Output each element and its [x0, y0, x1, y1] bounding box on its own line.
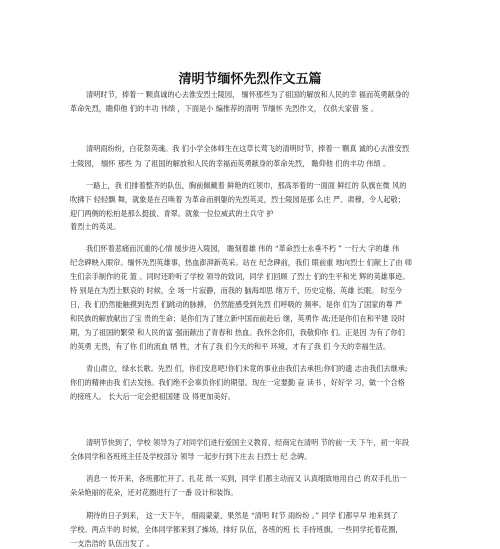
paragraph-line	[0, 364, 500, 374]
line-text: 朵朵艳丽的花朵，还对花圈进行了一番 设计和装饰。	[70, 488, 238, 497]
paragraph-line	[0, 488, 500, 498]
paragraph-line	[0, 378, 500, 388]
line-text: 日，我 们仍然能触摸到先烈 们跳动的脉搏， 仍然能感受到先烈 们呼吸的 频率。是你 们为了国家的尊 严	[70, 300, 403, 309]
line-text: 期待的日子到来， 这一天下午， 细雨蒙蒙，果然是 “清明 时节 雨纷纷 。” 同学 们都早早 地来到了	[86, 511, 398, 520]
line-text: 一支浩浩的 队伍出发了 。	[70, 539, 154, 548]
line-text: 吹拂下 轻轻飘 舞，就象是在召唤着 为革命而捐躯的先烈英灵，烈士陵园是那 么庄 严、肃穆，令人起敬；	[70, 195, 405, 204]
paragraph-line	[0, 286, 500, 296]
paragraph-line	[0, 209, 500, 219]
paragraph-line	[0, 159, 500, 169]
paragraph-line	[0, 525, 500, 535]
line-text: 清明节快到了，学校 领导为了对同学们进行爱国主义教育，经商定在清明 节的前一天 下午，初一年段	[86, 438, 410, 447]
paragraph-line	[0, 104, 500, 114]
line-text: 纪念碑映入眼帘。缅怀先烈英雄事，热血澎湃新英采。站在 纪念碑前，我们 眼前重 地向烈士 们献上了由 师	[70, 258, 413, 267]
line-text: 迎门两侧的松柏是那么挺拔、青翠。就象一位位威武的士兵守 护	[70, 209, 274, 218]
paragraph-line	[0, 392, 500, 402]
line-text: 我们怀着悲痛而沉重的心情 缓步进入陵园， 瞻刻着雄 伟的 “革命烈士永垂不朽 ” 一行大 字的雄 伟	[86, 244, 400, 253]
line-text: 的英勇 无畏，有了你 们的流血 牺 牲，才有了我 们今天的和平 环境，才有了我 们 今天的幸福生活。	[70, 342, 391, 351]
paragraph-line	[0, 438, 500, 448]
paragraph-line	[0, 222, 500, 232]
paragraph-line	[0, 195, 500, 205]
line-text: 和民族的解放献出了宝 贵的生命；是你们为了建立新中国而前赴后 继，英勇作 战;还是你们在和平建 设时	[70, 314, 406, 323]
line-text: 着烈士的英灵。	[70, 222, 121, 231]
line-text: 特 别是在为烈士默哀的 时候，全 场一片寂静，而我的 脑海却思 绪万千，历史定格，英雄 长眠。 时至今	[70, 286, 403, 295]
line-text: 革命先烈，瞻仰他 们的丰功 伟绩 ，下面是小 编推荐的清明 节缅怀 先烈作文， 仅供大家借 鉴 。	[70, 104, 379, 113]
paragraph-line	[0, 244, 500, 254]
document-title: 清明节缅怀先烈作文五篇	[178, 72, 322, 87]
paragraph-line	[0, 314, 500, 324]
line-text: 一路上，我 们排着整齐的队伍，胸前佩戴着 鲜艳的红领巾，那高举着的一面面 鲜红的 队旗在微 风的	[86, 181, 407, 190]
paragraph-line	[0, 328, 500, 338]
paragraph-line	[0, 272, 500, 282]
line-text: 的接班人。 长大后一定会把祖国建 设 得更加美好。	[70, 392, 235, 401]
paragraph-line	[0, 90, 500, 100]
paragraph-line	[0, 452, 500, 462]
paragraph-line	[0, 474, 500, 484]
paragraph-line	[0, 300, 500, 310]
line-text: 全体同学和各班班主任及学校部分 领导 一起步行到下庄去 扫烈士 纪 念碑。	[70, 452, 312, 461]
paragraph-line	[0, 539, 500, 549]
line-text: 清明时节，捧着一 颗真诚的心去淮安烈士陵园， 缅怀那些为了祖国的解放和人民的幸 福而英勇献身的	[86, 90, 410, 99]
line-text: 你们的精神由我 们去发扬。我们绝不会辜负你们的期望。现在一定要勤 奋 读书 ，好好学 习，做一个合格	[70, 378, 405, 387]
paragraph-line	[0, 144, 500, 154]
paragraph-line	[0, 258, 500, 268]
line-text: 青山肃立，绿水长歌。先烈 们，你们安息吧!你们未竟的事业由我们去承担;你们的遗 志由我们去继承;	[86, 364, 408, 373]
line-text: 生们亲手制作的花 篮 。同时还聆听了学校 领导的致词，同学 们回顾 了烈士 们的生平和光 辉的英雄事迹。	[70, 272, 410, 281]
line-text: 期，为了祖国的繁荣 和人民的富 强而献出了青春和 热血。我怀念你们，我敬仰你 们。正是因 为有了你们	[70, 328, 405, 337]
paragraph-line	[0, 181, 500, 191]
line-text: 消息一 传开来，各班都忙开了。扎花 纸一买到，同学 们都主动而又 认真细致地用自己 的双手扎出一	[86, 474, 407, 483]
paragraph-line	[0, 511, 500, 521]
line-text: 士陵园， 缅怀 那些 为 了祖国的解放和人民的幸福而英勇献身的革命先烈， 瞻仰他 们的丰功 伟绩 。	[70, 159, 391, 168]
line-text: 学校。两点半的 时候，全体同学都来到了操场，排好 队伍，各班的班 长 手持班旗，一些同学托着花圈，	[70, 525, 403, 534]
paragraph-line	[0, 342, 500, 352]
line-text: 清明雨纷纷，白花祭英魂。我 们小学全体师生在这草长莺飞的清明时节，捧着一 颗真 诚的心去淮安烈	[86, 144, 410, 153]
